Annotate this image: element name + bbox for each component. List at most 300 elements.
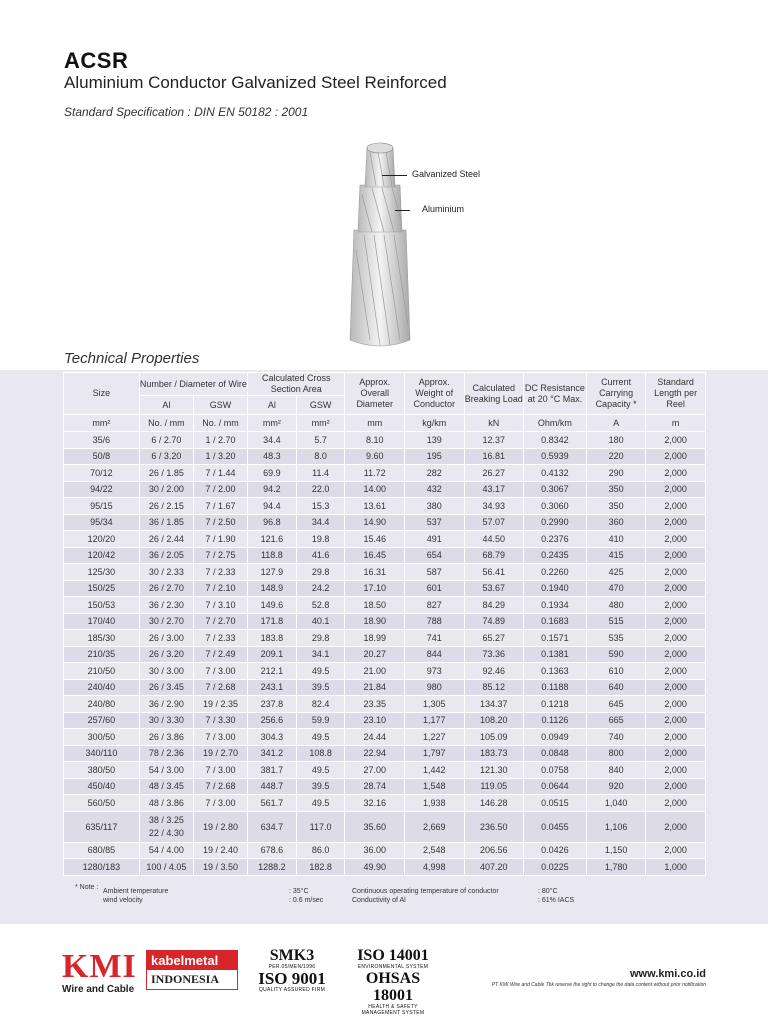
cell-resistance: 0.1683 (524, 613, 587, 630)
unit-length: m (646, 415, 706, 432)
cell-breaking-load: 57.07 (464, 514, 524, 531)
cell-al-area: 561.7 (248, 795, 297, 812)
cell-al-wire: 100 / 4.05 (139, 859, 193, 876)
website-link[interactable]: www.kmi.co.id (630, 968, 706, 980)
cell-breaking-load: 16.81 (464, 448, 524, 465)
cell-current: 180 (586, 432, 646, 449)
cell-size: 120/20 (64, 531, 140, 548)
cell-gsw-wire: 19 / 2.35 (193, 696, 247, 713)
cell-gsw-wire: 7 / 2.00 (193, 481, 247, 498)
cell-length: 2,000 (646, 597, 706, 614)
cell-size: 680/85 (64, 842, 140, 859)
cell-length: 2,000 (646, 778, 706, 795)
callout-label-steel: Galvanized Steel (412, 169, 481, 179)
cell-breaking-load: 65.27 (464, 630, 524, 647)
cell-weight: 741 (404, 630, 464, 647)
header-resistance: DC Resistance at 20 °C Max. (524, 373, 587, 415)
table-row (64, 481, 706, 498)
cell-gsw-area: 117.0 (296, 811, 345, 842)
ohsas-text: OHSAS 18001 (365, 970, 421, 1004)
cell-length: 2,000 (646, 663, 706, 680)
cell-al-wire: 6 / 3.20 (139, 448, 193, 465)
cell-al-wire: 54 / 3.00 (139, 762, 193, 779)
cell-length: 2,000 (646, 531, 706, 548)
cell-gsw-area: 108.8 (296, 745, 345, 762)
cell-breaking-load: 12.37 (464, 432, 524, 449)
cell-resistance: 0.1188 (524, 679, 587, 696)
cell-weight: 139 (404, 432, 464, 449)
cell-weight: 788 (404, 613, 464, 630)
cell-current: 415 (586, 547, 646, 564)
cell-gsw-area: 22.0 (296, 481, 345, 498)
kabelmetal-logo-top: kabelmetal (147, 951, 237, 970)
cell-current: 640 (586, 679, 646, 696)
cell-gsw-wire: 7 / 2.75 (193, 547, 247, 564)
cell-breaking-load: 121.30 (464, 762, 524, 779)
cell-current: 665 (586, 712, 646, 729)
cell-weight: 537 (404, 514, 464, 531)
cell-size: 95/15 (64, 498, 140, 515)
table-row (64, 696, 706, 713)
cell-weight: 1,797 (404, 745, 464, 762)
cell-gsw-wire: 19 / 3.50 (193, 859, 247, 876)
cable-illustration (340, 140, 420, 350)
cell-al-area: 209.1 (248, 646, 297, 663)
cell-al-area: 149.6 (248, 597, 297, 614)
cell-gsw-wire: 19 / 2.80 (193, 811, 247, 842)
cell-current: 425 (586, 564, 646, 581)
cell-resistance: 0.0515 (524, 795, 587, 812)
cell-length: 2,000 (646, 646, 706, 663)
iso14001-ohsas-badge (350, 948, 436, 1016)
note-wind: wind velocity (103, 897, 143, 904)
cell-size: 150/25 (64, 580, 140, 597)
cell-length: 2,000 (646, 613, 706, 630)
note-label: * Note : (75, 884, 99, 891)
cell-al-wire: 26 / 1.85 (139, 465, 193, 482)
cell-al-wire: 26 / 2.70 (139, 580, 193, 597)
cell-al-area: 94.2 (248, 481, 297, 498)
unit-weight: kg/km (404, 415, 464, 432)
cell-breaking-load: 236.50 (464, 811, 524, 842)
cell-gsw-area: 49.5 (296, 762, 345, 779)
unit-gsw-area: mm² (296, 415, 345, 432)
cell-gsw-area: 29.8 (296, 630, 345, 647)
cell-breaking-load: 92.46 (464, 663, 524, 680)
table-row (64, 630, 706, 647)
cell-al-area: 678.6 (248, 842, 297, 859)
unit-resistance: Ohm/km (524, 415, 587, 432)
cell-length: 2,000 (646, 432, 706, 449)
cell-length: 1,000 (646, 859, 706, 876)
cell-length: 2,000 (646, 547, 706, 564)
unit-gsw-wire: No. / mm (193, 415, 247, 432)
cell-resistance: 0.1571 (524, 630, 587, 647)
cell-size: 340/110 (64, 745, 140, 762)
kabelmetal-logo-bottom: INDONESIA (151, 972, 220, 986)
cell-al-wire: 36 / 2.90 (139, 696, 193, 713)
cell-size: 95/34 (64, 514, 140, 531)
standard-specification: Standard Specification : DIN EN 50182 : 2001 (64, 105, 309, 119)
table-row (64, 778, 706, 795)
cell-weight: 491 (404, 531, 464, 548)
cell-diameter: 36.00 (345, 842, 405, 859)
cell-al-wire: 48 / 3.86 (139, 795, 193, 812)
cell-resistance: 0.0225 (524, 859, 587, 876)
cell-resistance: 0.1363 (524, 663, 587, 680)
cell-al-area: 148.9 (248, 580, 297, 597)
table-row (64, 432, 706, 449)
cell-size: 170/40 (64, 613, 140, 630)
cell-gsw-area: 82.4 (296, 696, 345, 713)
unit-al-wire: No. / mm (139, 415, 193, 432)
cell-gsw-wire: 7 / 2.70 (193, 613, 247, 630)
cell-gsw-area: 8.0 (296, 448, 345, 465)
cell-size: 35/6 (64, 432, 140, 449)
cell-length: 2,000 (646, 679, 706, 696)
header-breaking-load: Calculated Breaking Load (464, 373, 524, 415)
cell-gsw-wire: 7 / 2.33 (193, 564, 247, 581)
cell-breaking-load: 53.67 (464, 580, 524, 597)
cell-al-area: 34.4 (248, 432, 297, 449)
unit-current: A (586, 415, 646, 432)
unit-al-area: mm² (248, 415, 297, 432)
cell-breaking-load: 183.73 (464, 745, 524, 762)
cell-current: 470 (586, 580, 646, 597)
cell-current: 1,780 (586, 859, 646, 876)
cell-length: 2,000 (646, 564, 706, 581)
cell-al-wire: 54 / 4.00 (139, 842, 193, 859)
cell-current: 350 (586, 498, 646, 515)
cell-current: 590 (586, 646, 646, 663)
cell-diameter: 21.00 (345, 663, 405, 680)
cell-weight: 1,227 (404, 729, 464, 746)
table-row (64, 531, 706, 548)
cell-breaking-load: 134.37 (464, 696, 524, 713)
cell-al-area: 381.7 (248, 762, 297, 779)
cell-length: 2,000 (646, 712, 706, 729)
cell-diameter: 32.16 (345, 795, 405, 812)
cell-resistance: 0.0848 (524, 745, 587, 762)
cell-length: 2,000 (646, 762, 706, 779)
note-ambient: Ambient temperature (103, 888, 169, 895)
cell-size: 257/60 (64, 712, 140, 729)
cell-gsw-wire: 7 / 2.50 (193, 514, 247, 531)
cell-size: 210/50 (64, 663, 140, 680)
cell-diameter: 18.50 (345, 597, 405, 614)
cell-gsw-area: 40.1 (296, 613, 345, 630)
cell-diameter: 23.10 (345, 712, 405, 729)
cell-breaking-load: 73.36 (464, 646, 524, 663)
header-area-al: Al (248, 396, 297, 415)
cell-current: 360 (586, 514, 646, 531)
cell-size: 120/42 (64, 547, 140, 564)
cell-current: 840 (586, 762, 646, 779)
cell-diameter: 23.35 (345, 696, 405, 713)
cell-length: 2,000 (646, 465, 706, 482)
cell-diameter: 16.45 (345, 547, 405, 564)
cell-weight: 601 (404, 580, 464, 597)
cell-breaking-load: 119.05 (464, 778, 524, 795)
cell-al-wire: 26 / 3.00 (139, 630, 193, 647)
cell-al-area: 1288.2 (248, 859, 297, 876)
cell-al-wire: 26 / 3.86 (139, 729, 193, 746)
table-row (64, 547, 706, 564)
cell-resistance: 0.1934 (524, 597, 587, 614)
cell-gsw-area: 86.0 (296, 842, 345, 859)
cell-size: 150/53 (64, 597, 140, 614)
cell-weight: 1,548 (404, 778, 464, 795)
cell-gsw-area: 15.3 (296, 498, 345, 515)
cell-al-wire: 38 / 3.25 22 / 4.30 (139, 811, 193, 842)
table-row (64, 859, 706, 876)
cell-weight: 282 (404, 465, 464, 482)
cell-current: 1,106 (586, 811, 646, 842)
cell-length: 2,000 (646, 811, 706, 842)
cell-size: 560/50 (64, 795, 140, 812)
cell-breaking-load: 84.29 (464, 597, 524, 614)
header-size: Size (64, 373, 140, 415)
note-conductivity-value: : 61% IACS (538, 897, 575, 904)
cell-length: 2,000 (646, 580, 706, 597)
cell-al-wire: 26 / 2.15 (139, 498, 193, 515)
cell-gsw-wire: 7 / 2.33 (193, 630, 247, 647)
cell-current: 800 (586, 745, 646, 762)
cell-resistance: 0.0644 (524, 778, 587, 795)
cell-size: 450/40 (64, 778, 140, 795)
header-section-area: Calculated Cross Section Area (248, 373, 345, 396)
note-continuous-value: : 80°C (538, 888, 558, 895)
iso14001-small-text: ENVIRONMENTAL SYSTEM (357, 964, 429, 970)
table-row (64, 842, 706, 859)
cell-size: 50/8 (64, 448, 140, 465)
cell-al-area: 171.8 (248, 613, 297, 630)
cell-gsw-area: 29.8 (296, 564, 345, 581)
cell-al-area: 256.6 (248, 712, 297, 729)
cell-weight: 973 (404, 663, 464, 680)
cell-gsw-area: 5.7 (296, 432, 345, 449)
cell-al-wire: 30 / 2.33 (139, 564, 193, 581)
cell-diameter: 18.90 (345, 613, 405, 630)
table-row (64, 514, 706, 531)
cell-diameter: 27.00 (345, 762, 405, 779)
cell-diameter: 18.99 (345, 630, 405, 647)
section-title: Technical Properties (64, 350, 200, 367)
smk3-iso9001-badge (242, 948, 342, 993)
cell-gsw-wire: 7 / 2.10 (193, 580, 247, 597)
table-row (64, 712, 706, 729)
cell-al-area: 96.8 (248, 514, 297, 531)
cell-length: 2,000 (646, 448, 706, 465)
cell-al-area: 183.8 (248, 630, 297, 647)
cell-diameter: 22.94 (345, 745, 405, 762)
cell-current: 480 (586, 597, 646, 614)
cell-length: 2,000 (646, 630, 706, 647)
cell-gsw-area: 59.9 (296, 712, 345, 729)
cell-gsw-area: 39.5 (296, 679, 345, 696)
cell-resistance: 0.5939 (524, 448, 587, 465)
cell-diameter: 35.60 (345, 811, 405, 842)
cell-gsw-area: 52.8 (296, 597, 345, 614)
ohsas-small-text: HEALTH & SAFETY MANAGEMENT SYSTEM (361, 1004, 425, 1016)
cell-al-area: 118.8 (248, 547, 297, 564)
note-ambient-value: : 35°C (289, 888, 309, 895)
cell-resistance: 0.2376 (524, 531, 587, 548)
cell-al-area: 341.2 (248, 745, 297, 762)
cell-gsw-wire: 7 / 1.67 (193, 498, 247, 515)
cell-al-area: 304.3 (248, 729, 297, 746)
technical-properties-table (63, 372, 706, 876)
product-subtitle: Aluminium Conductor Galvanized Steel Reinforced (64, 73, 447, 92)
cell-current: 515 (586, 613, 646, 630)
header-area-gsw: GSW (296, 396, 345, 415)
cell-gsw-wire: 7 / 3.10 (193, 597, 247, 614)
cell-al-wire: 36 / 2.30 (139, 597, 193, 614)
cell-al-wire: 26 / 3.45 (139, 679, 193, 696)
cell-al-area: 48.3 (248, 448, 297, 465)
cell-diameter: 28.74 (345, 778, 405, 795)
cell-breaking-load: 44.50 (464, 531, 524, 548)
cell-breaking-load: 56.41 (464, 564, 524, 581)
header-length: Standard Length per Reel (646, 373, 706, 415)
cell-weight: 827 (404, 597, 464, 614)
cell-gsw-wire: 7 / 3.00 (193, 729, 247, 746)
cell-current: 740 (586, 729, 646, 746)
cell-al-area: 69.9 (248, 465, 297, 482)
cell-gsw-wire: 7 / 1.44 (193, 465, 247, 482)
cell-diameter: 24.44 (345, 729, 405, 746)
iso9001-small-text: QUALITY ASSURED FIRM (258, 987, 326, 993)
cell-gsw-wire: 7 / 1.90 (193, 531, 247, 548)
iso14001-text: ISO 14001 (357, 947, 429, 964)
cell-gsw-area: 24.2 (296, 580, 345, 597)
cell-al-area: 212.1 (248, 663, 297, 680)
cell-breaking-load: 105.09 (464, 729, 524, 746)
cell-size: 300/50 (64, 729, 140, 746)
header-weight: Approx. Weight of Conductor (404, 373, 464, 415)
cell-al-area: 243.1 (248, 679, 297, 696)
cell-gsw-area: 34.1 (296, 646, 345, 663)
cell-resistance: 0.2990 (524, 514, 587, 531)
table-row (64, 498, 706, 515)
cell-current: 350 (586, 481, 646, 498)
cell-size: 94/22 (64, 481, 140, 498)
cell-diameter: 8.10 (345, 432, 405, 449)
cell-al-area: 94.4 (248, 498, 297, 515)
cell-al-wire: 36 / 2.05 (139, 547, 193, 564)
unit-size: mm² (64, 415, 140, 432)
cell-weight: 380 (404, 498, 464, 515)
cell-al-wire: 30 / 3.30 (139, 712, 193, 729)
cell-length: 2,000 (646, 696, 706, 713)
cell-size: 380/50 (64, 762, 140, 779)
cell-al-area: 121.6 (248, 531, 297, 548)
cell-diameter: 20.27 (345, 646, 405, 663)
table-row (64, 646, 706, 663)
cell-gsw-wire: 7 / 2.68 (193, 679, 247, 696)
cell-breaking-load: 206.56 (464, 842, 524, 859)
cell-gsw-area: 182.8 (296, 859, 345, 876)
cell-weight: 432 (404, 481, 464, 498)
cell-resistance: 0.8342 (524, 432, 587, 449)
table-row (64, 448, 706, 465)
cell-diameter: 21.84 (345, 679, 405, 696)
smk3-text: SMK3 (269, 947, 315, 964)
cell-al-area: 634.7 (248, 811, 297, 842)
cell-resistance: 0.0426 (524, 842, 587, 859)
cell-diameter: 16.31 (345, 564, 405, 581)
cell-gsw-area: 11.4 (296, 465, 345, 482)
cell-weight: 2,669 (404, 811, 464, 842)
cell-resistance: 0.1126 (524, 712, 587, 729)
cell-breaking-load: 108.20 (464, 712, 524, 729)
cell-gsw-area: 49.5 (296, 663, 345, 680)
cell-gsw-area: 34.4 (296, 514, 345, 531)
cell-breaking-load: 85.12 (464, 679, 524, 696)
table-row (64, 811, 706, 842)
cell-breaking-load: 68.79 (464, 547, 524, 564)
cell-al-wire: 36 / 1.85 (139, 514, 193, 531)
callout-label-aluminium: Aluminium (422, 204, 465, 214)
cell-size: 185/30 (64, 630, 140, 647)
table-row (64, 613, 706, 630)
cell-diameter: 11.72 (345, 465, 405, 482)
units-row (64, 415, 706, 432)
cell-al-area: 127.9 (248, 564, 297, 581)
cell-gsw-wire: 1 / 2.70 (193, 432, 247, 449)
cell-breaking-load: 34.93 (464, 498, 524, 515)
cell-weight: 4,998 (404, 859, 464, 876)
cell-weight: 844 (404, 646, 464, 663)
note-continuous: Continuous operating temperature of conductor (352, 888, 499, 895)
cell-al-wire: 30 / 3.00 (139, 663, 193, 680)
cell-diameter: 9.60 (345, 448, 405, 465)
cell-al-area: 237.8 (248, 696, 297, 713)
cell-gsw-wire: 7 / 3.00 (193, 762, 247, 779)
product-title: ACSR (64, 48, 129, 73)
cell-size: 210/35 (64, 646, 140, 663)
header-wire: Number / Diameter of Wire (139, 373, 247, 396)
cell-current: 410 (586, 531, 646, 548)
kmi-logo (62, 950, 142, 995)
cell-weight: 587 (404, 564, 464, 581)
cell-resistance: 0.1381 (524, 646, 587, 663)
cell-weight: 2,548 (404, 842, 464, 859)
cell-length: 2,000 (646, 795, 706, 812)
note-wind-value: : 0.6 m/sec (289, 897, 324, 904)
cell-al-wire: 26 / 3.20 (139, 646, 193, 663)
table-row (64, 795, 706, 812)
cell-gsw-wire: 19 / 2.40 (193, 842, 247, 859)
smk3-small-text: PER.05/MEN/1996 (268, 964, 316, 970)
unit-breaking-load: kN (464, 415, 524, 432)
cell-diameter: 14.90 (345, 514, 405, 531)
cell-resistance: 0.4132 (524, 465, 587, 482)
kabelmetal-logo (146, 950, 238, 990)
cell-diameter: 13.61 (345, 498, 405, 515)
kmi-logo-text: KMI (62, 948, 137, 985)
cell-current: 1,150 (586, 842, 646, 859)
cell-weight: 980 (404, 679, 464, 696)
cell-gsw-wire: 7 / 3.30 (193, 712, 247, 729)
table-row (64, 762, 706, 779)
cell-gsw-area: 49.5 (296, 729, 345, 746)
cell-current: 290 (586, 465, 646, 482)
cell-al-wire: 26 / 2.44 (139, 531, 193, 548)
cell-breaking-load: 74.89 (464, 613, 524, 630)
table-row (64, 729, 706, 746)
cell-al-wire: 30 / 2.70 (139, 613, 193, 630)
